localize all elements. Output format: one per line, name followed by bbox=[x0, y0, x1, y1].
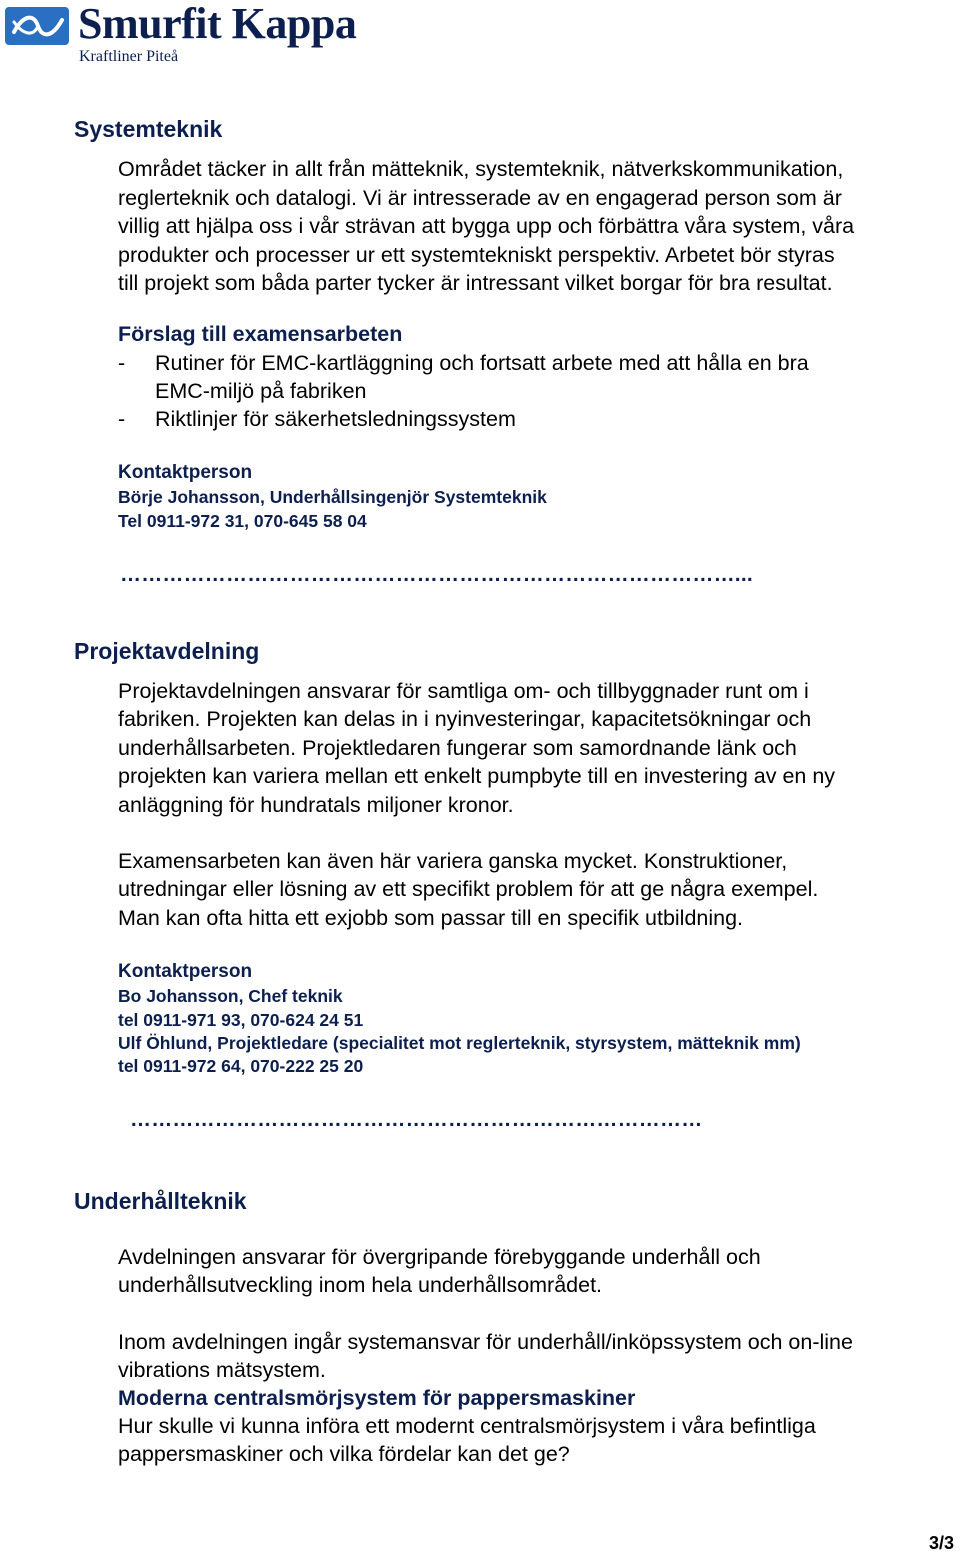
paragraph-line: Man kan ofta hitta ett exjobb som passar till en specifik utbildning. bbox=[118, 906, 744, 930]
paragraph-line: vibrations mätsystem. bbox=[118, 1358, 326, 1382]
proposal-item-line: Rutiner för EMC-kartläggning och fortsatt arbete med att hålla en bra bbox=[155, 351, 809, 375]
dotted-separator: ……………………………………………………………………… bbox=[130, 1108, 703, 1131]
paragraph-line: produkter och processer ur ett systemtekniskt perspektiv. Arbetet bör styras bbox=[118, 243, 835, 267]
section-heading-systemteknik: Systemteknik bbox=[74, 116, 223, 142]
contact-line: Tel 0911-972 31, 070-645 58 04 bbox=[118, 511, 367, 531]
company-logo bbox=[4, 0, 384, 66]
contact-heading: Kontaktperson bbox=[118, 462, 253, 483]
smurfit-kappa-logo-icon bbox=[4, 6, 70, 46]
paragraph-line: villig att hjälpa oss i vår strävan att bygga upp och förbättra våra system, våra bbox=[118, 214, 855, 238]
paragraph-line: anläggning för hundratals miljoner kronor. bbox=[118, 793, 514, 817]
proposals-heading: Förslag till examensarbeten bbox=[118, 322, 403, 346]
contact-line: Ulf Öhlund, Projektledare (specialitet mot reglerteknik, styrsystem, mätteknik mm) bbox=[118, 1033, 801, 1053]
proposal-item-line: Riktlinjer för säkerhetsledningssystem bbox=[155, 407, 516, 431]
paragraph-line: Examensarbeten kan även här variera ganska mycket. Konstruktioner, bbox=[118, 849, 788, 873]
section-heading-projektavdelning: Projektavdelning bbox=[74, 638, 260, 664]
contact-line: tel 0911-971 93, 070-624 24 51 bbox=[118, 1010, 364, 1030]
paragraph-line: Avdelningen ansvarar för övergripande förebyggande underhåll och bbox=[118, 1245, 761, 1269]
paragraph-line: Inom avdelningen ingår systemansvar för underhåll/inköpssystem och on-line bbox=[118, 1330, 853, 1354]
paragraph-line: utredningar eller lösning av ett specifikt problem för att ge några exempel. bbox=[118, 877, 819, 901]
paragraph-line: Området täcker in allt från mätteknik, systemteknik, nätverkskommunikation, bbox=[118, 157, 844, 181]
paragraph-line: till projekt som båda parter tycker är intressant vilket borgar för bra resultat. bbox=[118, 271, 833, 295]
paragraph-line: projekten kan variera mellan ett enkelt pumpbyte till en investering av en ny bbox=[118, 764, 836, 788]
paragraph-line: reglerteknik och datalogi. Vi är intresserade av en engagerad person som är bbox=[118, 186, 842, 210]
paragraph-line: underhållsutveckling inom hela underhållsområdet. bbox=[118, 1273, 603, 1297]
contact-line: Börje Johansson, Underhållsingenjör Systemteknik bbox=[118, 487, 547, 507]
contact-line: Bo Johansson, Chef teknik bbox=[118, 986, 343, 1006]
logo-subtitle: Kraftliner Piteå bbox=[79, 48, 179, 65]
logo-company-name: Smurfit Kappa bbox=[78, 0, 357, 48]
paragraph-line: underhållsarbeten. Projektledaren fungerar som samordnande länk och bbox=[118, 736, 797, 760]
page-number: 3/3 bbox=[928, 1533, 954, 1553]
paragraph-line: Projektavdelningen ansvarar för samtliga om- och tillbyggnader runt om i bbox=[118, 679, 809, 703]
paragraph-line: Hur skulle vi kunna införa ett modernt centralsmörjsystem i våra befintliga bbox=[118, 1414, 816, 1438]
section-heading-underhallteknik: Underhållteknik bbox=[74, 1188, 247, 1214]
contact-line: tel 0911-972 64, 070-222 25 20 bbox=[118, 1056, 364, 1076]
paragraph-line: fabriken. Projekten kan delas in i nyinvesteringar, kapacitetsökningar och bbox=[118, 707, 812, 731]
contact-heading: Kontaktperson bbox=[118, 961, 253, 982]
proposal-dash: - bbox=[118, 407, 126, 431]
subheading-centralsmorjsystem: Moderna centralsmörjsystem för pappersmaskiner bbox=[118, 1386, 636, 1410]
proposal-dash: - bbox=[118, 351, 126, 375]
proposal-item-line: EMC-miljö på fabriken bbox=[155, 379, 367, 403]
dotted-separator: ……………………………………………………………………………... bbox=[120, 563, 753, 586]
paragraph-line: pappersmaskiner och vilka fördelar kan det ge? bbox=[118, 1442, 570, 1466]
